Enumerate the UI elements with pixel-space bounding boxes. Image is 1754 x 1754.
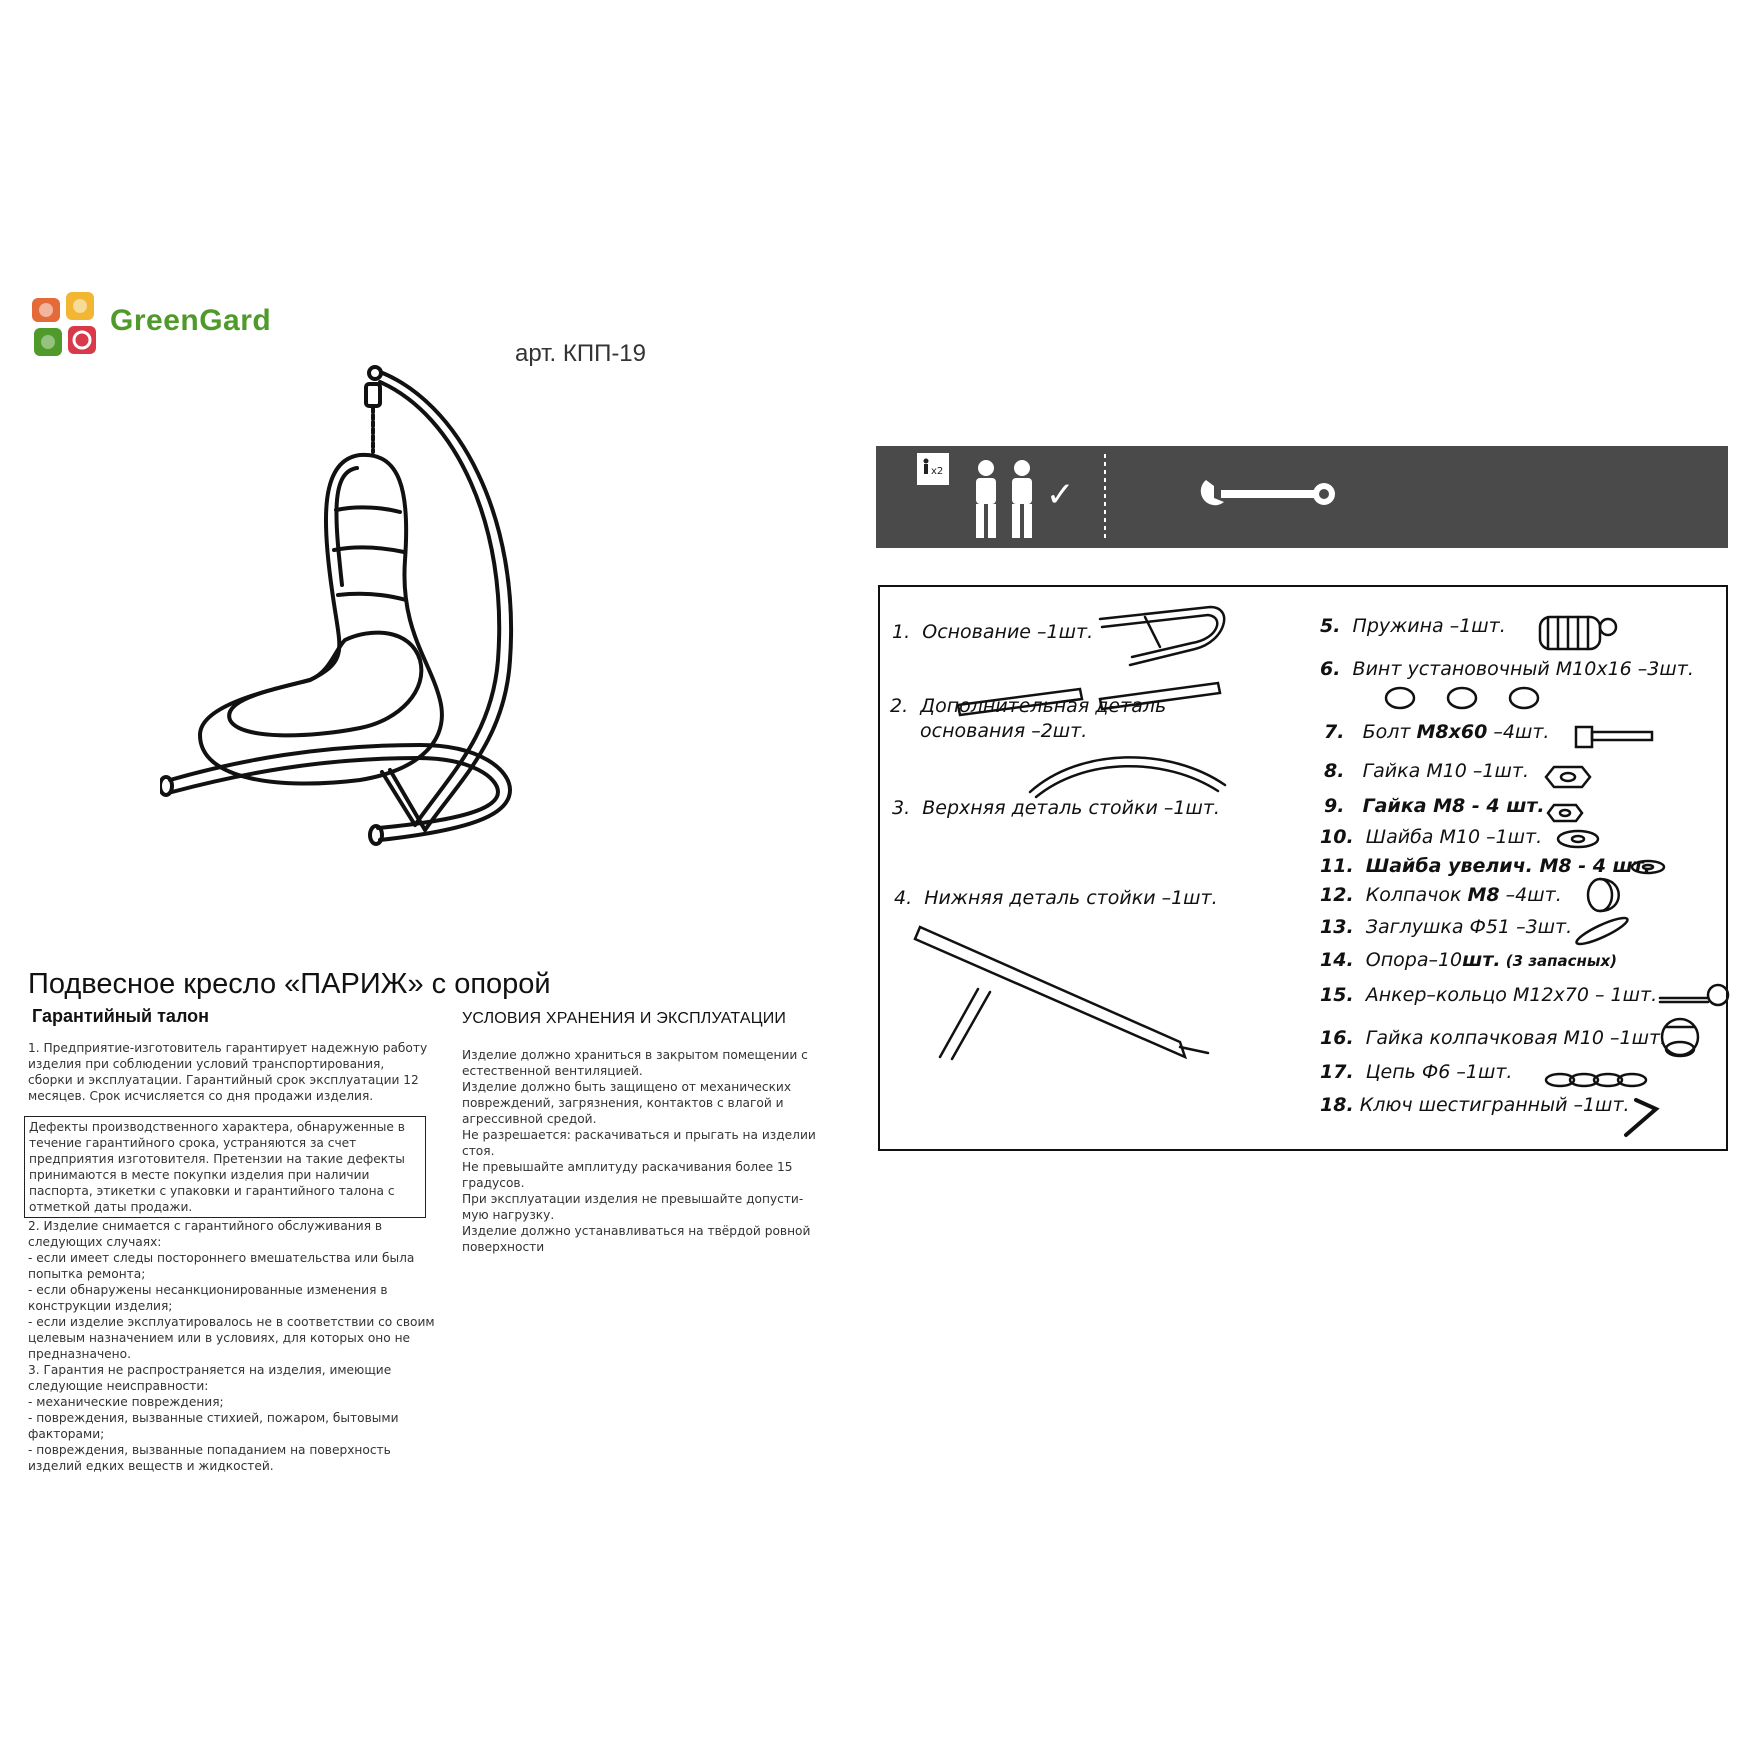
part-item-7: 7. Болт М8х60 –4шт.: [1324, 721, 1550, 743]
plug-icon: [1574, 914, 1630, 949]
part-item-14: 14. Опора–10шт. (3 запасных): [1320, 949, 1617, 971]
storage-line: Не разрешается: раскачиваться и прыгать на изделии стоя.: [462, 1128, 816, 1158]
spring-icon: [1540, 617, 1616, 649]
nut-m8-icon: [1548, 805, 1582, 821]
storage-line: Изделие должно устанавливаться на твёрдой ровной поверхности: [462, 1224, 811, 1254]
part-item-15: 15. Анкер–кольцо М12х70 – 1шт.: [1320, 984, 1658, 1006]
warranty-line: - если изделие эксплуатировалось не в соответствии со своим целевым назначением или в условиях, для которых оно не предназначено.: [28, 1315, 435, 1361]
wrench-icon: [1201, 480, 1335, 505]
part-item-11: 11. Шайба увелич. М8 - 4 шт.: [1320, 855, 1651, 877]
chair-illustration: [160, 360, 580, 950]
warranty-line: 2. Изделие снимается с гарантийного обслуживания в следующих случаях:: [28, 1219, 383, 1249]
warranty-heading: Гарантийный талон: [32, 1006, 210, 1026]
anchor-ring-icon: [1660, 985, 1728, 1005]
warranty-line: 3. Гарантия не распространяется на изделия, имеющие следующие неисправности:: [28, 1363, 392, 1393]
warranty-boxed-note: Дефекты производственного характера, обнаруженные в течение гарантийного срока, устраняются за счет предприятия изготовителя. Претензии на такие дефекты принимаются в месте покупки изделия при наличии паспорта, этикетки с упаковки и гарантийного талона с отметкой даты продажи.: [24, 1116, 426, 1218]
nut-m10-icon: [1546, 767, 1590, 787]
hex-key-icon: [1626, 1100, 1656, 1135]
chain-icon: [1546, 1074, 1646, 1086]
base-part-icon: [1100, 607, 1224, 665]
storage-line: Не превышайте амплитуду раскачивания более 15 градусов.: [462, 1160, 793, 1190]
part-item-4: 4. Нижняя деталь стойки –1шт.: [894, 887, 1218, 909]
cap-icon: [1588, 879, 1619, 911]
warranty-conditions: [28, 1218, 438, 1474]
bolt-icon: [1576, 727, 1652, 747]
storage-conditions: [462, 1047, 817, 1255]
part-item-3: 3. Верхняя деталь стойки –1шт.: [892, 797, 1220, 819]
people-count-text: x2: [931, 466, 944, 477]
storage-heading: УСЛОВИЯ ХРАНЕНИЯ И ЭКСПЛУАТАЦИИ: [462, 1010, 787, 1027]
part-item-18: 18. Ключ шестигранный –1шт.: [1320, 1094, 1630, 1116]
assembly-requirements-band: [876, 446, 1728, 548]
part-item-12: 12. Колпачок М8 –4шт.: [1320, 884, 1562, 906]
warranty-line: - если обнаружены несанкционированные изменения в конструкции изделия;: [28, 1283, 388, 1313]
storage-line: Изделие должно быть защищено от механических повреждений, загрязнения, контактов с влагой и агрессивной средой.: [462, 1080, 792, 1126]
washer-m10-icon: [1558, 831, 1598, 847]
part-item-9: 9. Гайка М8 - 4 шт.: [1324, 795, 1545, 817]
part-item-6: 6. Винт установочный М10х16 –3шт.: [1320, 658, 1694, 680]
part-item-5: 5. Пружина –1шт.: [1320, 615, 1506, 637]
warranty-paragraph-1: 1. Предприятие-изготовитель гарантирует надежную работу изделия при соблюдении условий транспортирования, сборки и эксплуатации. Гарантийный срок эксплуатации 12 месяцев. Срок исчисляется со дня продажи изделия.: [28, 1041, 428, 1103]
part-item-17: 17. Цепь Ф6 –1шт.: [1320, 1061, 1513, 1083]
storage-line: При эксплуатации изделия не превышайте допусти- мую нагрузку.: [462, 1192, 804, 1222]
brand-name: GreenGard: [110, 304, 272, 337]
brand-logo: [30, 290, 280, 360]
part-item-8: 8. Гайка М10 –1шт.: [1324, 760, 1530, 782]
part-item-16: 16. Гайка колпачковая М10 –1шт.: [1320, 1027, 1667, 1049]
article-number: арт. КПП-19: [515, 340, 647, 367]
part-item-13: 13. Заглушка Ф51 –3шт.: [1320, 916, 1573, 938]
warranty-line: - повреждения, вызванные попаданием на поверхность изделий едких веществ и жидкостей.: [28, 1443, 391, 1473]
warranty-line: - если имеет следы постороннего вмешательства или была попытка ремонта;: [28, 1251, 415, 1281]
parts-list-box: [878, 585, 1728, 1151]
part-item-10: 10. Шайба М10 –1шт.: [1320, 826, 1543, 848]
storage-line: Изделие должно храниться в закрытом помещении с естественной вентиляцией.: [462, 1048, 808, 1078]
person-icon: [976, 460, 1032, 538]
warranty-line: - механические повреждения;: [28, 1395, 224, 1409]
page-title: Подвесное кресло «ПАРИЖ» с опорой: [28, 968, 551, 1000]
flower-logo-icon: [30, 290, 108, 360]
check-icon: ✓: [1046, 475, 1075, 515]
set-screw-icon: [1386, 688, 1538, 708]
upper-post-icon: [1030, 757, 1225, 797]
part-item-1: 1. Основание –1шт.: [892, 621, 1094, 643]
lower-post-icon: [915, 927, 1208, 1059]
part-item-2: 2. Дополнительная деталь: [890, 695, 1167, 717]
warranty-line: - повреждения, вызванные стихией, пожаром, бытовыми факторами;: [28, 1411, 399, 1441]
part-item-2-cont: основания –2шт.: [920, 720, 1088, 742]
cap-nut-icon: [1662, 1019, 1698, 1056]
